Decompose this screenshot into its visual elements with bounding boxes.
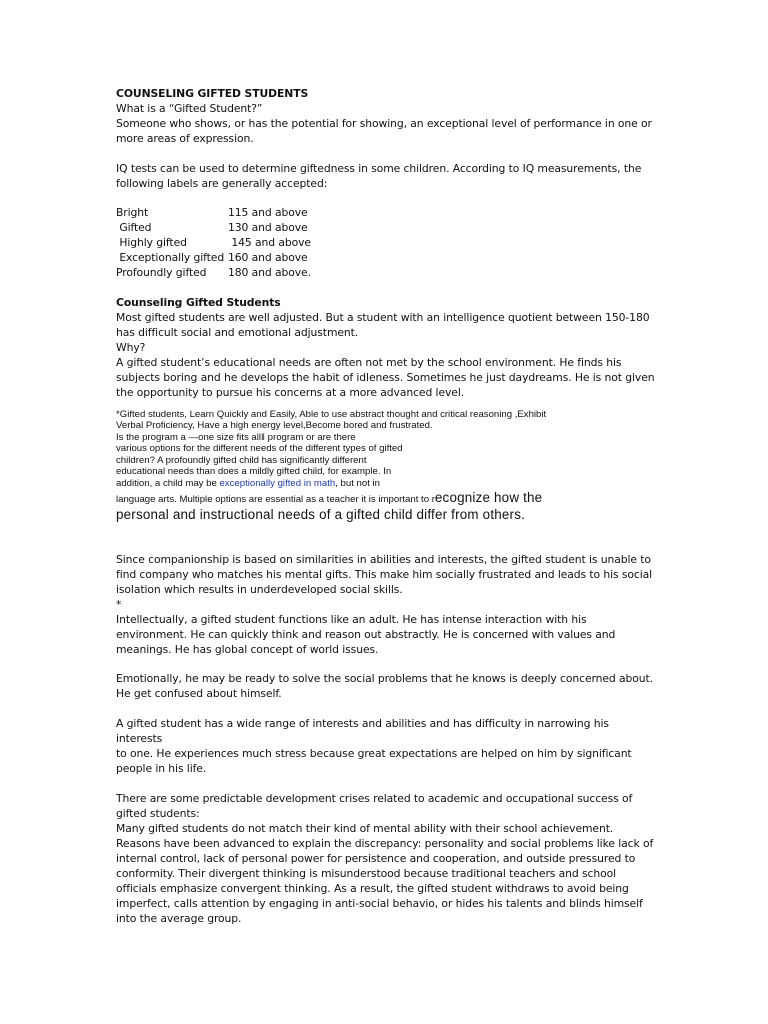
- program-line: various options for the different needs of the different types of gifted: [116, 443, 403, 455]
- iq-value: 180 and above.: [228, 266, 311, 280]
- adjustment-line: Most gifted students are well adjusted. But a student with an intelligence quotient between 150-180: [116, 310, 650, 324]
- crises-line: gifted students:: [116, 806, 200, 820]
- personal-needs-line: personal and instructional needs of a gifted child differ from others.: [116, 506, 526, 522]
- iq-label: Profoundly gifted: [116, 266, 207, 280]
- why-question: Why?: [116, 340, 146, 354]
- program-line: educational needs than does a mildly gifted child, for example. In: [116, 466, 392, 478]
- companionship-line: Since companionship is based on similarities in abilities and interests, the gifted student is unable to: [116, 552, 651, 566]
- needs-line: the opportunity to pursue his concerns at a more advanced level.: [116, 385, 465, 399]
- iq-label: Bright: [116, 206, 149, 220]
- intellect-line: environment. He can quickly think and reason out abstractly. He is concerned with values and: [116, 627, 616, 641]
- crises-line: conformity. Their divergent thinking is misunderstood because traditional teachers and school: [116, 866, 617, 880]
- iq-value: 145 and above: [228, 236, 311, 250]
- language-arts-line: [116, 492, 656, 506]
- iq-labels-table: [116, 205, 311, 280]
- adjustment-line: has difficult social and emotional adjustment.: [116, 325, 359, 339]
- companionship-line: find company who matches his mental gifts. This make him socially frustrated and leads to his social: [116, 567, 653, 581]
- math-line-before: addition, a child may be: [116, 477, 220, 489]
- gifted-question: What is a “Gifted Student?”: [116, 102, 263, 115]
- section-heading: Counseling Gifted Students: [116, 295, 281, 309]
- math-line: [116, 478, 656, 490]
- interests-line: A gifted student has a wide range of interests and abilities and has difficulty in narrowing his interests: [116, 716, 609, 745]
- document-body: [116, 86, 656, 926]
- iq-label: Gifted: [116, 221, 152, 235]
- iq-row: [116, 220, 311, 235]
- language-arts-large: ecognize how the: [434, 490, 543, 506]
- iq-value: 115 and above: [228, 206, 308, 220]
- companionship-line: isolation which results in underdeveloped social skills.: [116, 582, 403, 596]
- traits-line: *Gifted students, Learn Quickly and Easily, Able to use abstract thought and critical reasoning ,Exhibit: [116, 408, 547, 420]
- program-line: Is the program a ―one size fits all‖ program or are there: [116, 431, 356, 443]
- math-line-after: , but not in: [335, 477, 381, 489]
- crises-line: internal control, lack of personal power for persistence and cooperation, and outside pressured to: [116, 851, 636, 865]
- document-title: COUNSELING GIFTED STUDENTS: [116, 87, 309, 100]
- emotion-line: He get confused about himself.: [116, 687, 282, 701]
- iq-intro-line: IQ tests can be used to determine giftedness in some children. According to IQ measurements, the: [116, 161, 642, 175]
- intellect-line: Intellectually, a gifted student functions like an adult. He has intense interaction with his: [116, 612, 587, 626]
- program-line: children? A profoundly gifted child has significantly different: [116, 454, 367, 466]
- crises-line: Reasons have been advanced to explain the discrepancy: personality and social problems like lack of: [116, 836, 654, 850]
- iq-row: [116, 205, 311, 220]
- iq-label: Exceptionally gifted: [116, 251, 225, 265]
- language-arts-small: language arts. Multiple options are essential as a teacher it is important to r: [116, 494, 435, 506]
- iq-row: [116, 265, 311, 280]
- definition-line: more areas of expression.: [116, 132, 254, 145]
- iq-value: 130 and above: [228, 221, 308, 235]
- definition-line: Someone who shows, or has the potential for showing, an exceptional level of performance in one or: [116, 117, 652, 130]
- crises-line: officials emphasize convergent thinking. As a result, the gifted student withdraws to avoid being: [116, 881, 629, 895]
- exceptionally-gifted-link[interactable]: exceptionally gifted in math: [219, 477, 336, 489]
- traits-line: Verbal Proficiency, Have a high energy level,Become bored and frustrated.: [116, 420, 433, 432]
- crises-line: into the average group.: [116, 911, 242, 925]
- crises-line: There are some predictable development crises related to academic and occupational success of: [116, 791, 633, 805]
- needs-line: A gifted student’s educational needs are often not met by the school environment. He finds his: [116, 355, 622, 369]
- needs-line: subjects boring and he develops the habit of idleness. Sometimes he just daydreams. He is not given: [116, 370, 655, 384]
- iq-label: Highly gifted: [116, 236, 187, 250]
- asterisk: *: [116, 597, 122, 611]
- iq-row: [116, 235, 311, 250]
- interests-line: people in his life.: [116, 761, 207, 775]
- interests-line: to one. He experiences much stress because great expectations are helped on him by significant: [116, 746, 632, 760]
- intellect-line: meanings. He has global concept of world issues.: [116, 642, 379, 656]
- iq-intro-line: following labels are generally accepted:: [116, 176, 328, 190]
- crises-line: Many gifted students do not match their kind of mental ability with their school achievement.: [116, 821, 614, 835]
- emotion-line: Emotionally, he may be ready to solve the social problems that he knows is deeply concerned about.: [116, 672, 653, 686]
- iq-value: 160 and above: [228, 251, 308, 265]
- crises-line: imperfect, calls attention by engaging in anti-social behavio, or hides his talents and blinds himself: [116, 896, 643, 910]
- iq-row: [116, 250, 311, 265]
